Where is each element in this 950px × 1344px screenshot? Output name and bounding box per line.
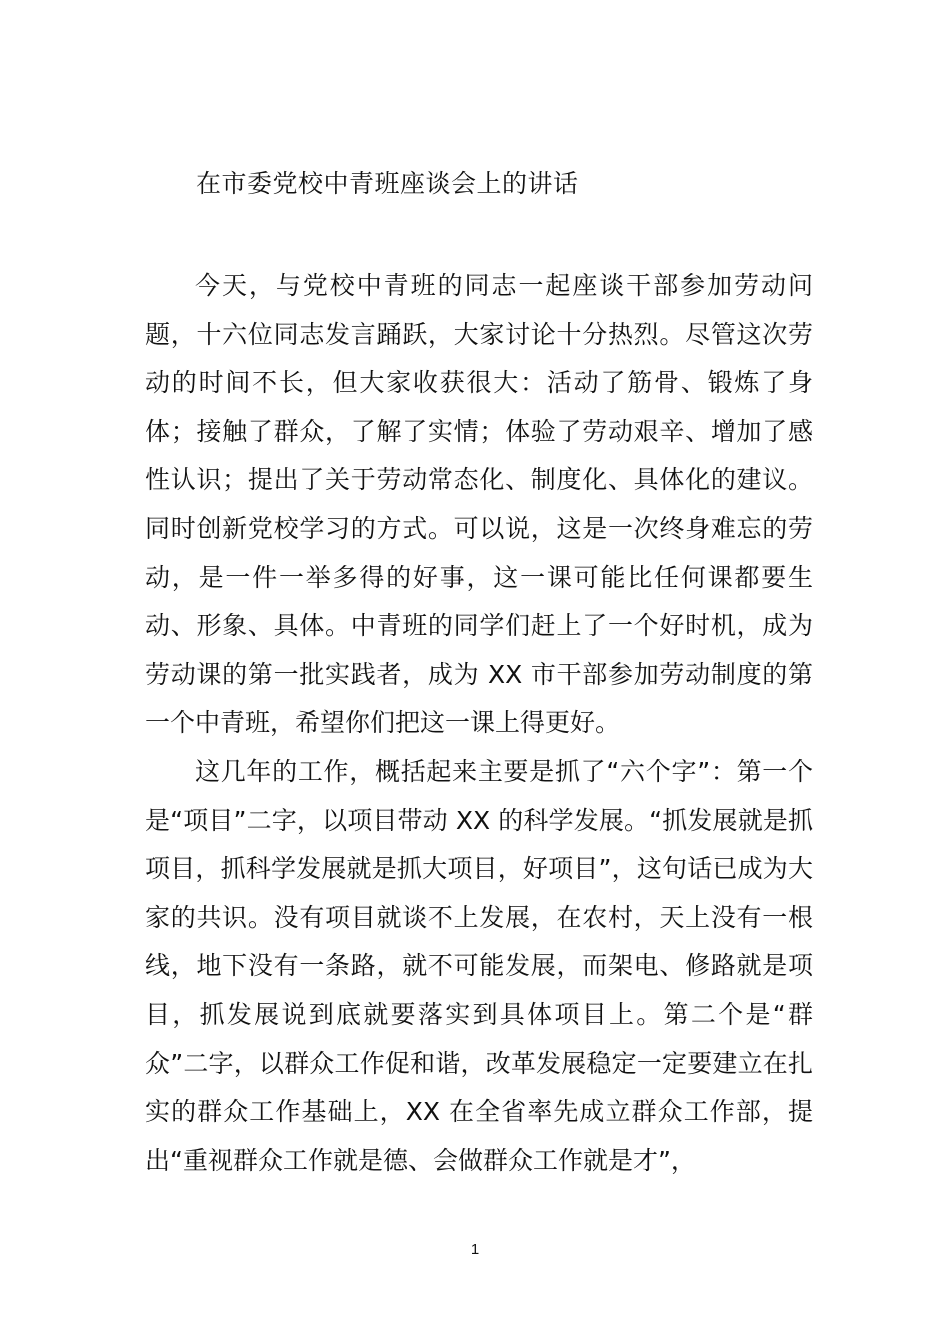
paragraph: 这几年的工作，概括起来主要是抓了“六个字”：第一个是“项目”二字，以项目带动 XX 的科学发展。“抓发展就是抓项目，抓科学发展就是抓大项目，好项目”，这句话已成为大家的共识。没有项目就谈不上发展，在农村，天上没有一根线，地下没有一条路，就不可能发展，而架电、修路就是项目，抓发展说到底就要落实到具体项目上。第二个是“群众”二字，以群众工作促和谐，改革发展稳定一定要建立在扎实的群众工作基础上，XX 在全省率先成立群众工作部，提出“重视群众工作就是德、会做群众工作就是才”， [145, 756, 813, 1175]
page-number: 1 [470, 1241, 480, 1258]
document-body [145, 262, 813, 1185]
document-title: 在市委党校中青班座谈会上的讲话 [196, 169, 579, 198]
paragraph: 今天，与党校中青班的同志一起座谈干部参加劳动问题，十六位同志发言踊跃，大家讨论十分热烈。尽管这次劳动的时间不长，但大家收获很大：活动了筋骨、锻炼了身体；接触了群众，了解了实情；体验了劳动艰辛、增加了感性认识；提出了关于劳动常态化、制度化、具体化的建议。同时创新党校学习的方式。可以说，这是一次终身难忘的劳动，是一件一举多得的好事，这一课可能比任何课都要生动、形象、具体。中青班的同学们赶上了一个好时机，成为劳动课的第一批实践者，成为 XX 市干部参加劳动制度的第一个中青班，希望你们把这一课上得更好。 [145, 271, 813, 738]
